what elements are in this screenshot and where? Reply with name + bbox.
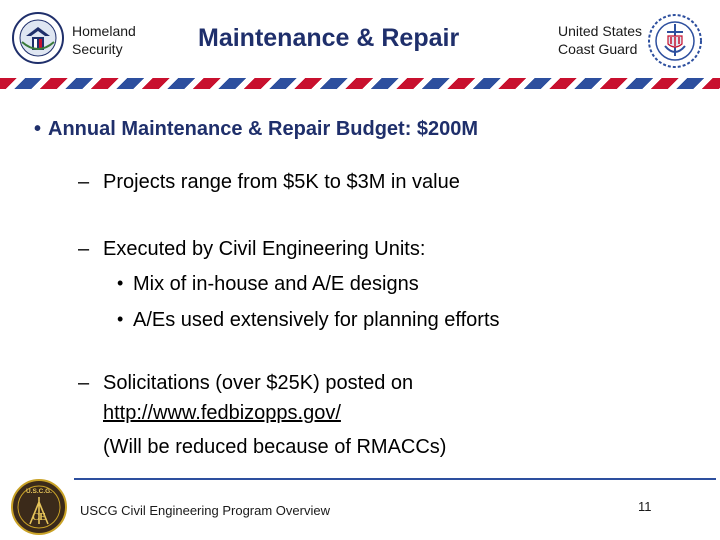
uscg-ce-logo-icon [10,478,68,536]
dash-marker: – [78,238,90,260]
sub-sub-item-text: Mix of in-house and A/E designs [133,273,419,295]
footer-text: USCG Civil Engineering Program Overview [80,503,330,518]
sub-item-solicitations [78,372,414,395]
rmacc-note: (Will be reduced because of RMACCs) [103,436,447,458]
dhs-seal-icon [12,12,64,64]
bullet-marker: • [34,118,42,140]
slide-title: Maintenance & Repair [198,24,460,52]
main-bullet-text: Annual Maintenance & Repair Budget: $200M [48,118,479,140]
uscg-label-line-2: Coast Guard [558,41,638,57]
sub-item-text: Projects range from $5K to $3M in value [103,171,460,193]
bullet-marker: • [117,273,124,293]
sub-item-executed [78,238,426,261]
sub-item-text: Executed by Civil Engineering Units: [103,238,426,260]
dhs-label-line-1: Homeland [72,23,136,39]
uscg-emblem-icon [646,12,704,70]
fedbizopps-link-line [103,402,341,425]
page-number: 11 [638,499,652,514]
uscg-label [558,22,642,58]
bullet-marker: • [117,309,124,329]
sub-sub-item-mix [117,273,419,296]
footer-divider [74,478,716,480]
uscg-label-line-1: United States [558,23,643,39]
sub-sub-item-planning [117,309,500,332]
dash-marker: – [78,171,90,193]
uscg-ce-logo-text-ce: CE [32,512,46,523]
main-bullet [34,118,479,141]
sub-item-text: Solicitations (over $25K) posted on [103,372,414,394]
header-stripe [0,78,720,89]
sub-sub-item-text: A/Es used extensively for planning efforts [133,309,500,331]
sub-item-projects [78,171,460,194]
dhs-label-line-2: Security [72,41,123,57]
uscg-ce-logo-text-top: U.S.C.G. [25,488,53,495]
dash-marker: – [78,372,90,394]
fedbizopps-link[interactable]: http://www.fedbizopps.gov/ [103,402,341,424]
dhs-label [72,22,136,58]
